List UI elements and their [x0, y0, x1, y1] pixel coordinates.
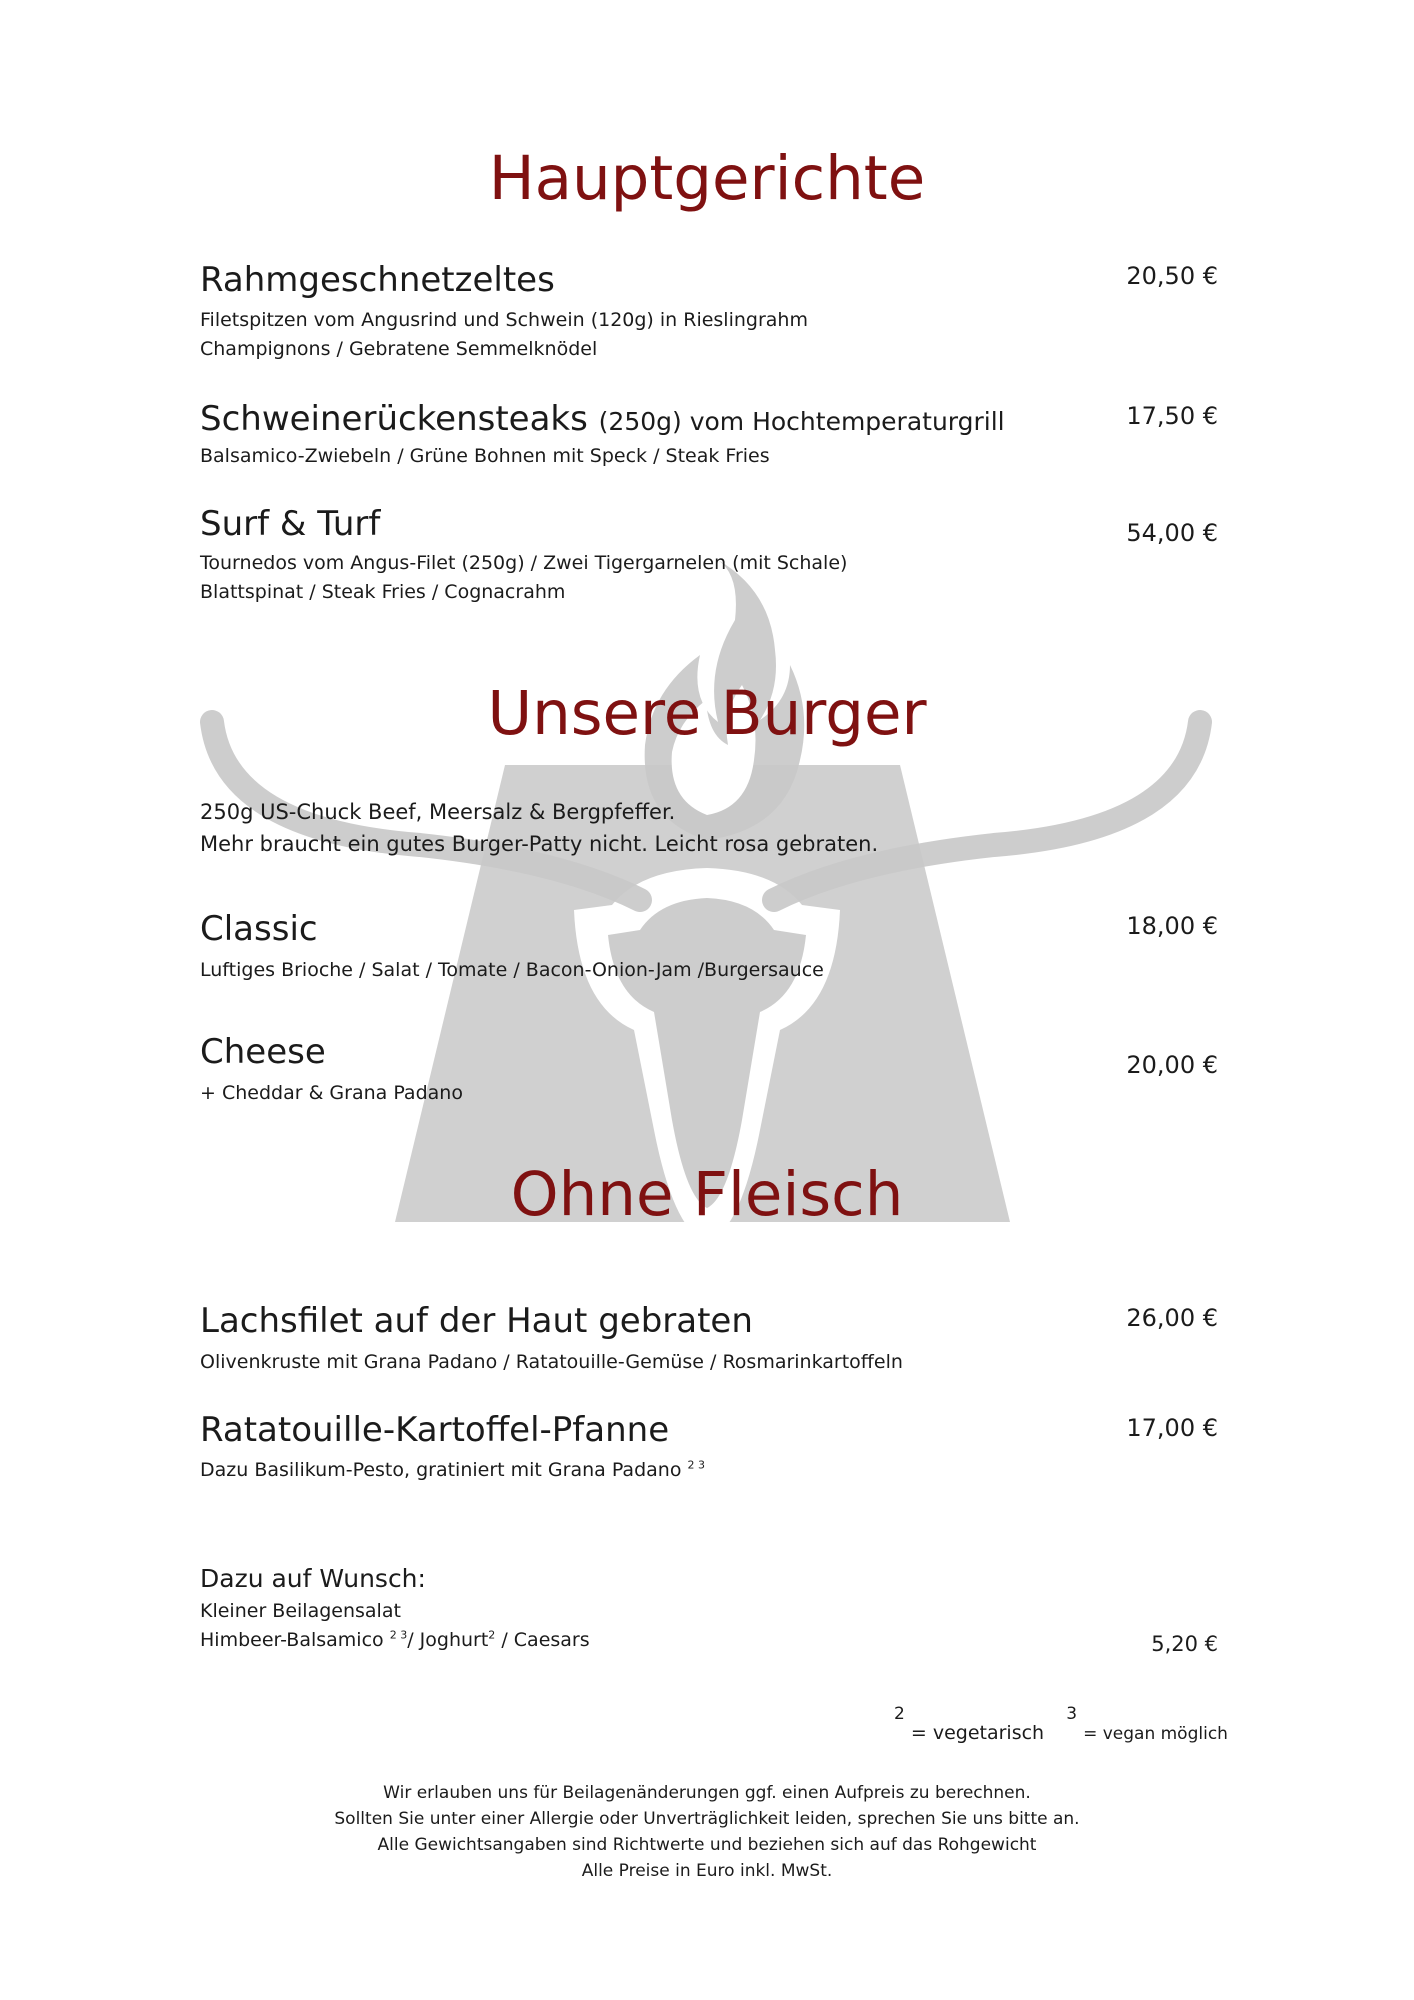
dish-price: 26,00 €: [1126, 1304, 1218, 1332]
legend-vegetarian-label: = vegetarisch: [910, 1722, 1045, 1744]
dish-description: Olivenkruste mit Grana Padano / Ratatouille-Gemüse / Rosmarinkartoffeln: [200, 1351, 903, 1373]
footer-line: Wir erlauben uns für Beilagenänderungen ggf. einen Aufpreis zu berechnen.: [383, 1783, 1031, 1803]
dish-name: Schweinerückensteaks: [200, 399, 588, 439]
dish-name: Cheese: [200, 1032, 326, 1072]
dish-name: Ratatouille-Kartoffel-Pfanne: [200, 1410, 670, 1450]
legend: [894, 1704, 1228, 1744]
burger-intro: 250g US-Chuck Beef, Meersalz & Bergpfeffer.: [200, 800, 676, 824]
dish-description-with-allergen: [200, 1456, 705, 1485]
legend-vegan-mark: 3: [1066, 1704, 1078, 1724]
dish-price: 20,50 €: [1126, 262, 1218, 290]
extras-options: [200, 1626, 590, 1655]
dish-description: Filetspitzen vom Angusrind und Schwein (120g) in Rieslingrahm: [200, 309, 808, 331]
dish-price: 54,00 €: [1126, 519, 1218, 547]
dish-description: Tournedos vom Angus-Filet (250g) / Zwei Tigergarnelen (mit Schale): [200, 552, 848, 574]
dish-name: Surf & Turf: [200, 504, 381, 544]
dish-price: 17,50 €: [1126, 402, 1218, 430]
section-title-ohne-fleisch: Ohne Fleisch: [510, 1159, 904, 1230]
dish-price: 17,00 €: [1126, 1414, 1218, 1442]
dish-description: Dazu Basilikum-Pesto, gratiniert mit Grana Padano: [200, 1459, 682, 1481]
dish-description: Balsamico-Zwiebeln / Grüne Bohnen mit Speck / Steak Fries: [200, 445, 770, 467]
section-title-burger: Unsere Burger: [487, 678, 927, 749]
dish-description: Blattspinat / Steak Fries / Cognacrahm: [200, 581, 566, 603]
dish-description: Champignons / Gebratene Semmelknödel: [200, 338, 598, 360]
footer-notes: [0, 1780, 1414, 1884]
legend-vegan-label: = vegan möglich: [1083, 1724, 1228, 1744]
allergen-marks: 2: [488, 1628, 496, 1642]
dish-name: Rahmgeschnetzeltes: [200, 260, 555, 300]
dish-price: 20,00 €: [1126, 1051, 1218, 1079]
extras-title: Dazu auf Wunsch:: [200, 1564, 426, 1593]
extras-option-text: Himbeer-Balsamico: [200, 1629, 390, 1651]
allergen-marks: 2 3: [389, 1628, 408, 1642]
footer-line: Alle Gewichtsangaben sind Richtwerte und beziehen sich auf das Rohgewicht: [377, 1835, 1037, 1855]
dish-name: Lachsfilet auf der Haut gebraten: [200, 1301, 753, 1341]
allergen-marks: 2 3: [687, 1458, 706, 1472]
extras-option-text: / Caesars: [495, 1629, 590, 1651]
dish-description: + Cheddar & Grana Padano: [200, 1082, 463, 1104]
dish-name: Classic: [200, 909, 318, 949]
extras-option-text: / Joghurt: [407, 1629, 489, 1651]
footer-line: Sollten Sie unter einer Allergie oder Unverträglichkeit leiden, sprechen Sie uns bitte an.: [334, 1809, 1080, 1829]
legend-vegetarian-mark: 2: [894, 1704, 905, 1724]
dish-description: Luftiges Brioche / Salat / Tomate / Bacon-Onion-Jam /Burgersauce: [200, 959, 824, 981]
dish-price: 18,00 €: [1126, 912, 1218, 940]
section-title-hauptgerichte: Hauptgerichte: [488, 143, 926, 214]
extras-price: 5,20 €: [1151, 1632, 1218, 1656]
footer-line: Alle Preise in Euro inkl. MwSt.: [581, 1861, 833, 1881]
burger-intro: Mehr braucht ein gutes Burger-Patty nicht. Leicht rosa gebraten.: [200, 832, 879, 856]
dish-name-aside: (250g) vom Hochtemperaturgrill: [598, 407, 1005, 436]
extras-item: Kleiner Beilagensalat: [200, 1600, 401, 1622]
dish-name-with-aside: [200, 401, 1005, 438]
